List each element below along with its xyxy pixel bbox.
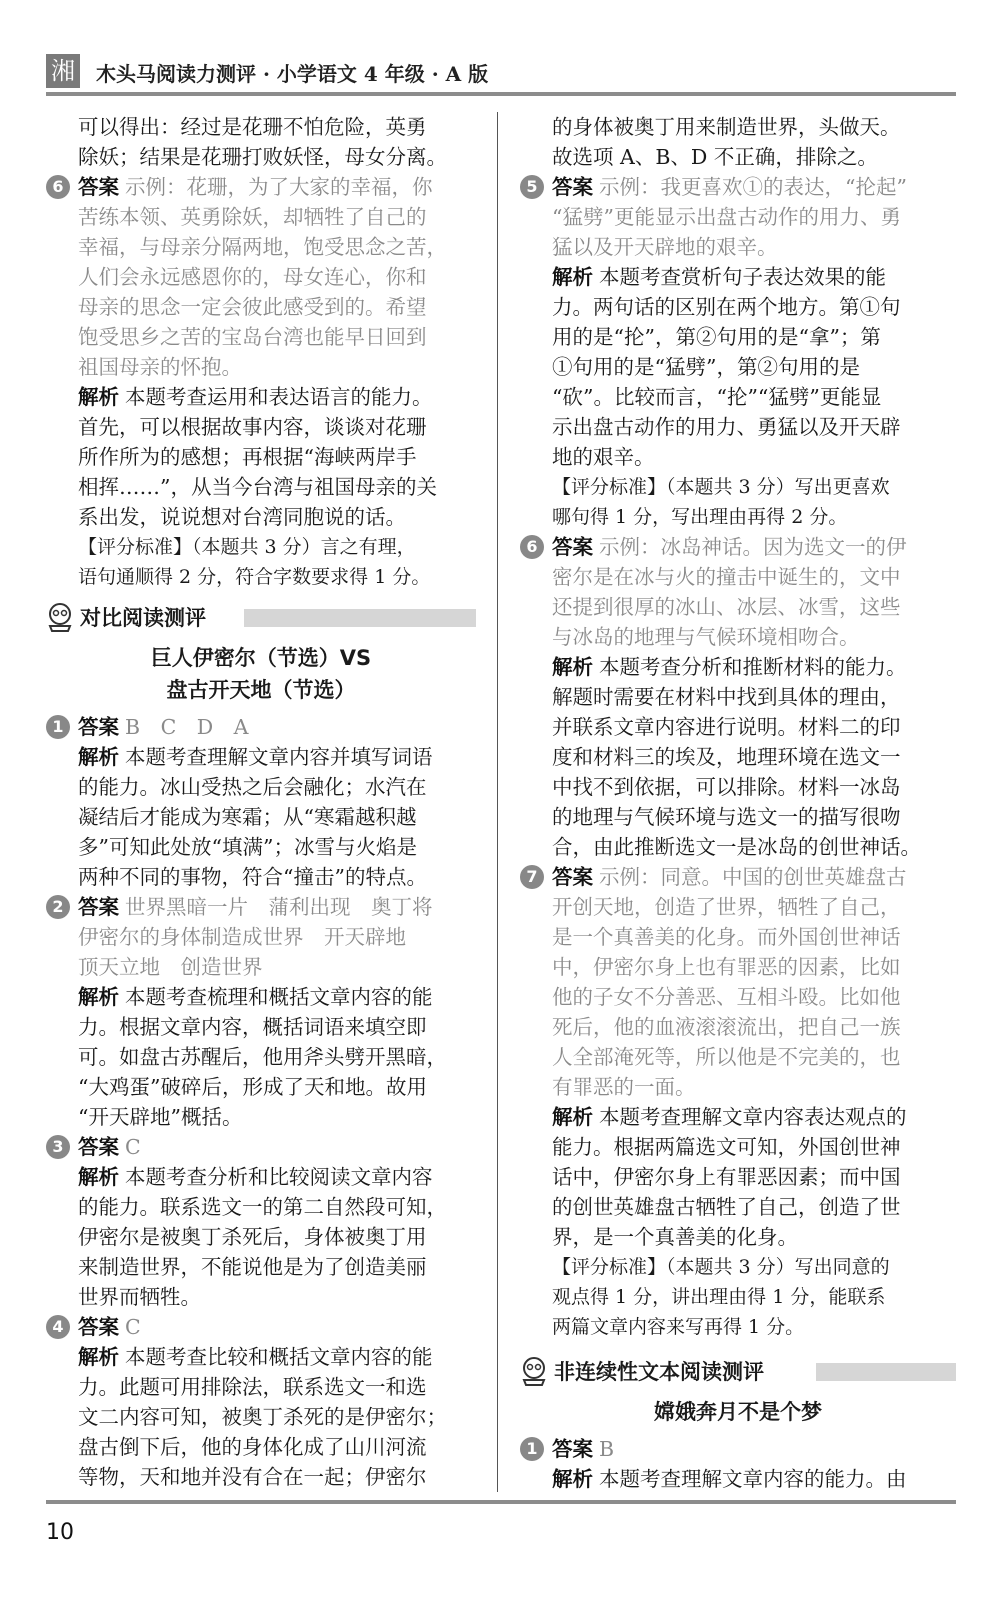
- article-title: 巨人伊密尔（节选）VS: [150, 646, 372, 670]
- question-6: 6 答案 示例：花珊，为了大家的幸福，你 苦练本领、英勇除妖，却牺牲了自己的 幸福，与母亲分隔两地，饱受思念之苦， 人们会永远感恩你的，母女连心，你和 母亲的思念一定会彼此感受到的。希望 饱受思乡之苦的宝岛台湾也能早日回到 祖国母亲的怀抱。 解析 本题考查运用和表达语言的能力。 首先，可以根据故事内容，谈谈对花珊 所作所为的感想；再根据“海峡两岸手 相挥……”，从当今台湾与祖国母亲的关 系出发，说说想对台湾同胞说的话。 【评分标准】（本题共 3 分）言之有理， 语句通顺得 2 分，符合字数要求得 1 分。: [46, 172, 476, 592]
- question-5: 5 答案 示例：我更喜欢①的表达，“抡起” “猛劈”更能显示出盘古动作的用力、勇 猛以及开天辟地的艰辛。 解析 本题考查赏析句子表达效果的能 力。两句话的区别在两个地方。第①句 用的是“抡”，第②句用的是“拿”；第 ①句用的是“猛劈”，第②句用的是 “砍”。比较而言，“抡”“猛劈”更能显 示出盘古动作的用力、勇猛以及开天辟 地的艰辛。 【评分标准】（本题共 3 分）写出更喜欢 哪句得 1 分，写出理由再得 2 分。: [520, 172, 956, 532]
- scoring-standard: 【评分标准】（本题共 3 分）言之有理，: [78, 536, 416, 558]
- right-column: [520, 112, 956, 1494]
- article-title: 嫦娥奔月不是个梦: [654, 1400, 822, 1424]
- scoring-standard: 【评分标准】（本题共 3 分）写出更喜欢: [552, 476, 890, 498]
- scoring-standard: 【评分标准】（本题共 3 分）写出同意的: [552, 1256, 890, 1278]
- section-heading-comparative: [46, 598, 476, 638]
- question-number-badge: 1: [520, 1437, 544, 1461]
- section-heading-noncontinuous: [520, 1352, 956, 1392]
- footer-rule: [46, 1500, 956, 1504]
- question-7: 7 答案 示例：同意。中国的创世英雄盘古 开创天地，创造了世界，牺牲了自己， 是一个真善美的化身。而外国创世神话 中，伊密尔身上也有罪恶的因素，比如 他的子女不分善恶、互相斗殴。比如他 死后，他的血液滚滚流出，把自己一族 人全部淹死等，所以他是不完美的，也 有罪恶的一面。 解析 本题考查理解文章内容表达观点的 能力。根据两篇选文可知，外国创世神 话中，伊密尔身上有罪恶因素；而中国 的创世英雄盘古牺牲了自己，创造了世 界，是一个真善美的化身。 【评分标准】（本题共 3 分）写出同意的 观点得 1 分，讲出理由得 1 分，能联系 两篇文章内容来写再得 1 分。: [520, 862, 956, 1342]
- section-bar: [816, 1363, 956, 1381]
- question-number-badge: 7: [520, 865, 544, 889]
- continued-text: 可以得出：经过是花珊不怕危险，英勇 除妖；结果是花珊打败妖怪，母女分离。: [78, 115, 447, 169]
- reader-mascot-icon: [46, 602, 74, 632]
- book-title: 木头马阅读力测评 · 小学语文 4 年级 · A 版: [96, 62, 489, 86]
- question-2: 2 答案 世界黑暗一片 蒲利出现 奥丁将 伊密尔的身体制造成世界 开天辟地 顶天立地 创造世界 解析 本题考查梳理和概括文章内容的能 力。根据文章内容，概括词语来填空即 可。如盘古苏醒后，他用斧头劈开黑暗， “大鸡蛋”破碎后，形成了天和地。故用 “开天辟地”概括。: [46, 892, 476, 1132]
- question-6-right: 6 答案 示例：冰岛神话。因为选文一的伊 密尔是在冰与火的撞击中诞生的，文中 还提到很厚的冰山、冰层、冰雪，这些 与冰岛的地理与气候环境相吻合。 解析 本题考查分析和推断材料的能力。 解题时需要在材料中找到具体的理由， 并联系文章内容进行说明。材料二的印 度和材料三的埃及，地理环境在选文一 中找不到依据，可以排除。材料一冰岛 的地理与气候环境与选文一的描写很吻 合，由此推断选文一是冰岛的创世神话。: [520, 532, 956, 862]
- question-number-badge: 3: [46, 1135, 70, 1159]
- page-header: [46, 46, 956, 96]
- question-number-badge: 6: [46, 175, 70, 199]
- header-rule: [46, 92, 956, 96]
- section-title: 对比阅读测评: [80, 606, 206, 630]
- column-divider: [497, 112, 498, 1492]
- page-number: 10: [46, 1520, 74, 1545]
- question-number-badge: 1: [46, 715, 70, 739]
- question-number-badge: 5: [520, 175, 544, 199]
- continued-text: 的身体被奥丁用来制造世界，头做天。 故选项 A、B、D 不正确，排除之。: [552, 115, 901, 169]
- question-number-badge: 4: [46, 1315, 70, 1339]
- series-logo-icon: 湘: [46, 54, 80, 88]
- question-number-badge: 6: [520, 535, 544, 559]
- question-1: 1 答案 B C D A 解析 本题考查理解文章内容并填写词语 的能力。冰山受热之后会融化；水汽在 凝结后才能成为寒霜；从“寒霜越积越 多”可知此处放“填满”；冰雪与火焰是 两种不同的事物，符合“撞击”的特点。: [46, 712, 476, 892]
- section-title: 非连续性文本阅读测评: [554, 1360, 764, 1384]
- question-4: 4 答案 C 解析 本题考查比较和概括文章内容的能 力。此题可用排除法，联系选文一和选 文二内容可知，被奥丁杀死的是伊密尔； 盘古倒下后，他的身体化成了山川河流 等物，天和地并没有合在一起；伊密尔: [46, 1312, 476, 1492]
- question-3: 3 答案 C 解析 本题考查分析和比较阅读文章内容 的能力。联系选文一的第二自然段可知， 伊密尔是被奥丁杀死后，身体被奥丁用 来制造世界，不能说他是为了创造美丽 世界而牺牲。: [46, 1132, 476, 1312]
- left-column: [46, 112, 476, 1492]
- article-title: 盘古开天地（节选）: [166, 678, 356, 702]
- section-bar: [244, 609, 476, 627]
- question-1-right: 1 答案 B 解析 本题考查理解文章内容的能力。由: [520, 1434, 956, 1494]
- reader-mascot-icon: [520, 1356, 548, 1386]
- question-number-badge: 2: [46, 895, 70, 919]
